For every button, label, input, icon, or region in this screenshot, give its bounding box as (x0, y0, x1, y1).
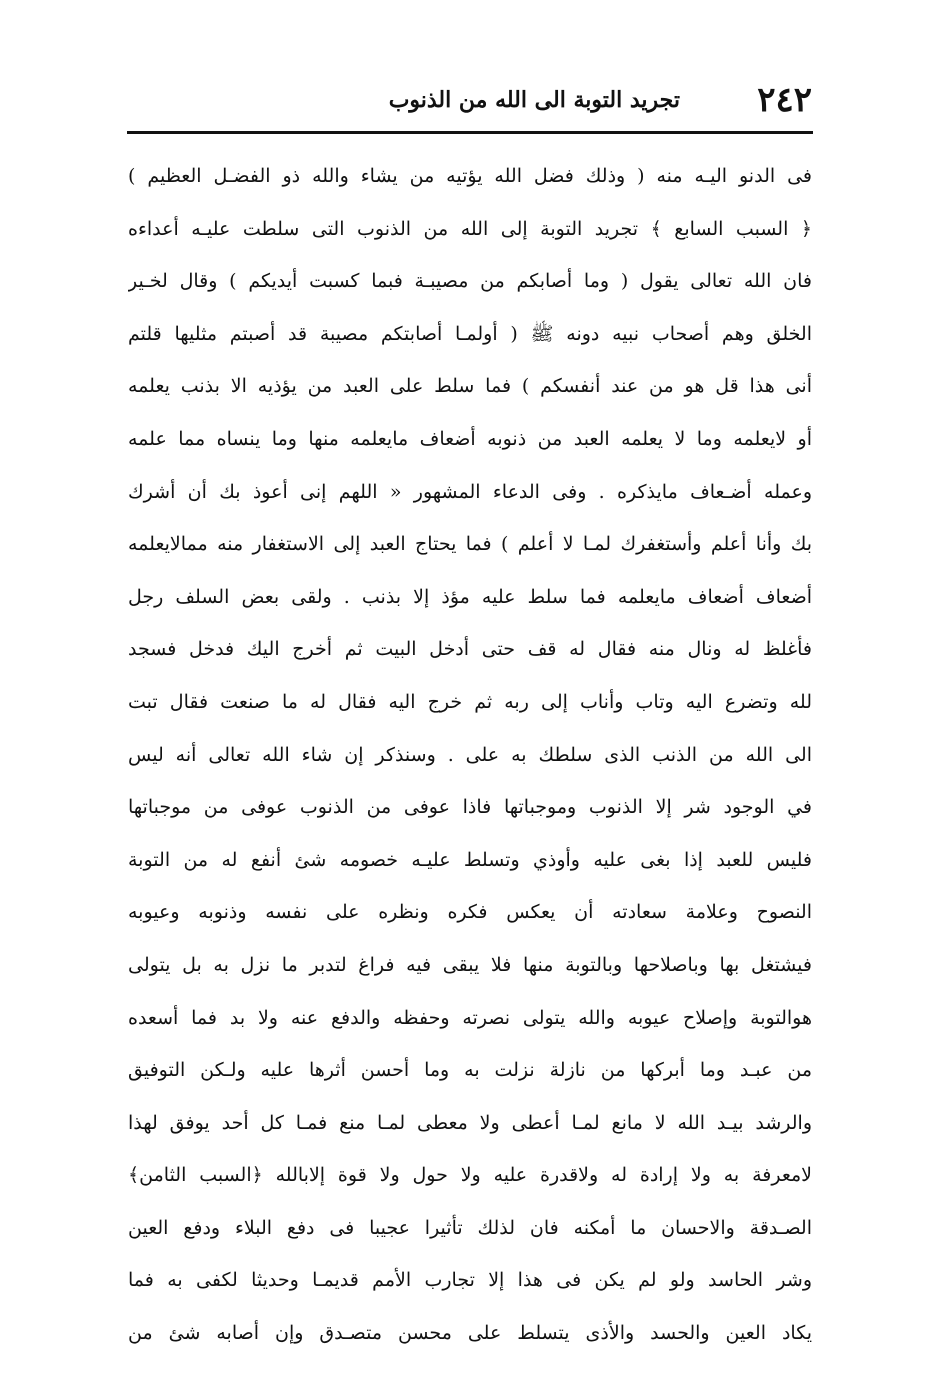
text-line: أضعاف أضعاف مايعلمه فما سلط عليه مؤذ إلا بذنب . ولقى بعض السلف رجل (128, 585, 812, 608)
text-line: فليس للعبد إذا بغى عليه وأوذي وتسلط عليـه خصومه شئ أنفع له من التوبة (128, 848, 812, 871)
text-line: الى الله من الذنب الذى سلطك به على . وسنذكر إن شاء الله تعالى أنه ليس (128, 743, 812, 766)
text-line: في الوجود شر إلا الذنوب وموجباتها فاذا عوفى من الذنوب عوفى من موجباتها (128, 796, 812, 819)
body-text (128, 150, 812, 1360)
text-line: أو لايعلمه وما لا يعلمه العبد من ذنوبه أضعاف مايعلمه منها وما ينساه مما علمه (128, 427, 812, 450)
text-line: لامعرفة به ولا إرادة له ولاقدرة عليه ولا حول ولا قوة إلابالله ﴿السبب الثامن﴾ (128, 1164, 812, 1187)
text-line: وشر الحاسد ولو لم يكن فى هذا إلا تجارب الأمم قديمـا وحديثا لكفى به فما (128, 1269, 812, 1292)
page-header (130, 78, 812, 122)
running-title: تجريد التوبة الى الله من الذنوب (388, 87, 680, 113)
text-line: الصـدقة والاحسان ما أمكنه فان لذلك تأثيرا عجيبا فى دفع البلاء ودفع العين (128, 1216, 812, 1239)
text-line: ﴿ السبب السابع ﴾ تجريد التوبة إلى الله من الذنوب التى سلطت عليـه أعداءه (128, 217, 812, 240)
text-line: فى الدنو اليـه منه ( وذلك فضل الله يؤتيه من يشاء والله ذو الفضـل العظيم ) (128, 165, 812, 187)
text-line: فان الله تعالى يقول ( وما أصابكم من مصيبـة فبما كسبت أيديكم ) وقال لخـير (128, 270, 812, 293)
text-line: من عبـد وما أبركها من نازلة نزلت به وما أحسن أثرها عليه ولـكن التوفيق (128, 1059, 812, 1082)
text-line: هوالتوبة وإصلاح عيوبه والله يتولى نصرته وحفظه والدفع عنه ولا بد فما أسعده (128, 1006, 812, 1029)
page-number: ٢٤٢ (757, 80, 812, 120)
text-line: والرشد بيـد الله لا مانع لمـا أعطى ولا معطى لمـا منع فمـا كل أحد يوفق لهذا (128, 1111, 812, 1134)
text-line: لله وتضرع اليه وتاب وأناب إلى ربه ثم خرج اليه فقال له ما صنعت فقال تبت (128, 690, 812, 713)
text-line: يكاد العين والحسد والأذى يتسلط على محسن متصـدق وإن أصابه شئ من (128, 1322, 812, 1345)
header-divider (127, 131, 813, 134)
text-line: أنى هذا قل هو من عند أنفسكم ) فما سلط على العبد من يؤذيه الا بذنب يعلمه (128, 375, 812, 398)
text-line: فيشتغل بها وباصلاحها وبالتوبة منها فلا يبقى فيه فراغ لتدبر ما نزل به بل يتولى (128, 953, 812, 976)
text-line: فأغلظ له ونال منه فقال له قف حتى أدخل البيت ثم أخرج اليك فدخل فسجد (128, 638, 812, 661)
text-line: وعمله أضـعاف مايذكره . وفى الدعاء المشهور « اللهم إنى أعوذ بك أن أشرك (128, 480, 812, 503)
text-line: الخلق وهم أصحاب نبيه دونه ﷺ ( أولمـا أصابتكم مصيبة قد أصبتم مثليها قلتم (128, 322, 812, 345)
text-line: النصوح وعلامة سعادته أن يعكس فكره ونظره على نفسه وذنوبه وعيوبه (128, 901, 812, 924)
text-line: بك وأنا أعلم وأستغفرك لمـا لا أعلم ) فما يحتاج العبد إلى الاستغفار منه ممالايعلمه (128, 533, 812, 556)
